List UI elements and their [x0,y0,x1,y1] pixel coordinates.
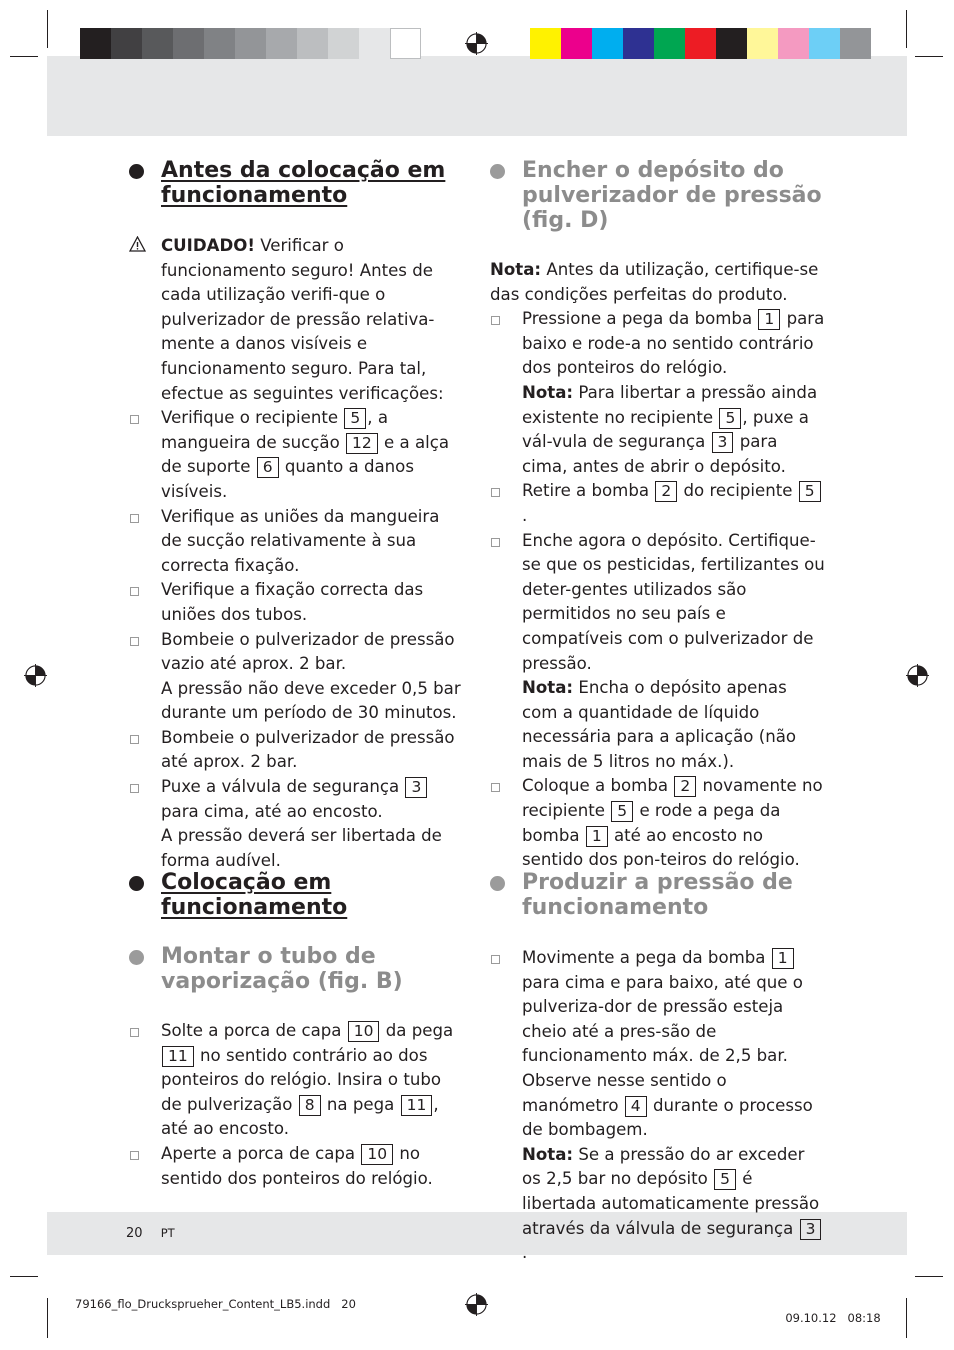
part-reference: 11 [162,1046,194,1067]
page-number: 20 PT [126,1226,175,1241]
color-swatch [654,28,685,59]
list-item: Aperte a porca de capa 10 no sentido dos ponteiros do relógio. [129,1142,465,1191]
part-reference: 5 [611,801,633,822]
section-heading-operation: Colocação em funcionamento [161,870,461,920]
section-heading-mount-tube: Montar o tubo de vaporização (fig. B) [161,944,461,994]
crop-mark [915,1276,943,1277]
note-label: Nota: [522,382,574,402]
checkbox-icon [491,783,500,792]
list-item: Enche agora o depósito. Certifique-se que os pesticidas, fertilizantes ou deter-gentes utilizados são permitidos no seu país e compatíveis com o pulverizador de pressão. Nota: Encha o depósito apenas com a quantidade de líquido necessária para a aplicação (não mais de 5 litros no máx.). [490,529,826,775]
crop-mark [915,56,943,57]
part-reference: 6 [257,457,279,478]
crop-mark [47,1298,48,1338]
section-heading-fill-tank: Encher o depósito do pulverizador de pressão (fig. D) [522,158,822,233]
color-swatch [142,28,173,59]
part-reference: 3 [405,777,427,798]
print-timestamp: 09.10.12 08:18 [785,1311,881,1325]
color-swatch [204,28,235,59]
section-heading-build-pressure: Produzir a pressão de funcionamento [522,870,822,920]
list-item: Pressione a pega da bomba 1 para baixo e rode-a no sentido contrário dos ponteiros do relógio. Nota: Para libertar a pressão ainda existente no recipiente 5 , puxe a vál-vula de segurança 3 para cima, antes de abrir o depósito. [490,307,826,479]
registration-mark-icon [906,664,929,687]
list-item: Coloque a bomba 2 novamente no recipiente 5 e rode a pega da bomba 1 até ao encosto no sentido dos pon-teiros do relógio. [490,774,826,872]
part-reference: 8 [299,1095,321,1116]
checkbox-icon [130,415,139,424]
crop-mark [10,56,38,57]
registration-mark-icon [465,1293,488,1316]
part-reference: 12 [346,433,378,454]
color-swatch [297,28,328,59]
list-item: Movimente a pega da bomba 1 para cima e para baixo, até que o pulveriza-dor de pressão esteja cheio até a pres-são de funcionamento máx. de 2,5 bar. Observe nesse sentido o manómetro 4 durante o processo de bombagem. Nota: Se a pressão do ar exceder os 2,5 bar no depósito 5 é libertada automaticamente pressão através da válvula de segurança 3. [490,946,826,1266]
color-swatch [840,28,871,59]
checkbox-icon [130,1151,139,1160]
list-item: Retire a bomba 2 do recipiente 5. [490,479,826,528]
left-column-text [129,234,465,873]
color-swatch [685,28,716,59]
warning-triangle-icon [129,236,146,252]
checkbox-icon [491,955,500,964]
part-reference: 1 [586,826,608,847]
part-reference: 4 [625,1096,647,1117]
part-reference: 5 [714,1169,736,1190]
registration-mark-icon [24,664,47,687]
file-slug: 79166_flo_Drucksprueher_Content_LB5.indd 20 [75,1297,356,1311]
right-column-text [490,258,826,873]
color-swatch [778,28,809,59]
color-swatch [390,28,421,59]
part-reference: 5 [344,408,366,429]
left-column-mount-text [129,1019,465,1191]
part-reference: 1 [758,309,780,330]
list-item: Bombeie o pulverizador de pressão até aprox. 2 bar. [129,726,465,775]
bullet-dot-icon [129,950,144,965]
crop-mark [47,10,48,48]
caution-paragraph [129,234,465,406]
color-swatch [80,28,111,59]
part-reference: 5 [799,481,821,502]
part-reference: 10 [361,1144,393,1165]
bullet-dot-icon [490,164,505,179]
header-band [47,56,907,136]
part-reference: 1 [772,948,794,969]
list-item: Bombeie o pulverizador de pressão vazio até aprox. 2 bar. A pressão não deve exceder 0,5 bar durante um período de 30 minutos. [129,628,465,726]
color-swatch [328,28,359,59]
list-item: Verifique a fixação correcta das uniões dos tubos. [129,578,465,627]
list-item: Solte a porca de capa 10 da pega 11 no sentido contrário ao dos ponteiros do relógio. Insira o tubo de pulverização 8 na pega 11 , até ao encosto. [129,1019,465,1142]
note-label: Nota: [522,1144,574,1164]
color-swatch [747,28,778,59]
section-heading-before-use: Antes da colocação em funcionamento [161,158,461,208]
checkbox-icon [491,488,500,497]
right-column-pressure-text [490,946,826,1266]
color-swatch [111,28,142,59]
list-item: Puxe a válvula de segurança 3 para cima, até ao encosto. A pressão deverá ser libertada de forma audível. [129,775,465,873]
color-swatch [266,28,297,59]
checkbox-icon [130,587,139,596]
checkbox-icon [130,735,139,744]
color-swatch [173,28,204,59]
caution-text: Verificar o funcionamento seguro! Antes de cada utilização verifi-que o pulverizador de pressão relativa-mente a danos visíveis e funcionamento seguro. Para tal, efectue as seguintes verificações: [161,236,444,403]
color-swatch [235,28,266,59]
checkbox-icon [130,1028,139,1037]
part-reference: 2 [655,481,677,502]
part-reference: 2 [674,776,696,797]
crop-mark [906,1298,907,1338]
checkbox-icon [130,637,139,646]
note-paragraph: Nota: Antes da utilização, certifique-se das condições perfeitas do produto. [490,260,819,304]
part-reference: 3 [712,432,734,453]
checkbox-icon [491,538,500,547]
part-reference: 3 [800,1219,822,1240]
color-swatch [716,28,747,59]
crop-mark [906,10,907,48]
bullet-dot-icon [129,876,144,891]
bullet-dot-icon [129,164,144,179]
color-swatch [561,28,592,59]
caution-label: CUIDADO! [161,236,255,255]
color-swatch [359,28,390,59]
color-swatch [530,28,561,59]
checkbox-icon [130,514,139,523]
note-label: Nota: [522,678,574,698]
part-reference: 10 [348,1021,380,1042]
part-reference: 5 [719,408,741,429]
checkbox-icon [130,784,139,793]
bullet-dot-icon [490,876,505,891]
list-item: Verifique as uniões da mangueira de sucção relativamente à sua correcta fixação. [129,505,465,579]
note-label: Nota: [490,260,542,279]
color-swatch [809,28,840,59]
list-item: Verifique o recipiente 5 , a mangueira de sucção 12 e a alça de suporte 6 quanto a danos visíveis. [129,406,465,504]
checkbox-icon [491,316,500,325]
registration-mark-icon [465,32,488,55]
part-reference: 11 [401,1095,433,1116]
color-swatch [592,28,623,59]
crop-mark [10,1276,38,1277]
color-swatch [623,28,654,59]
